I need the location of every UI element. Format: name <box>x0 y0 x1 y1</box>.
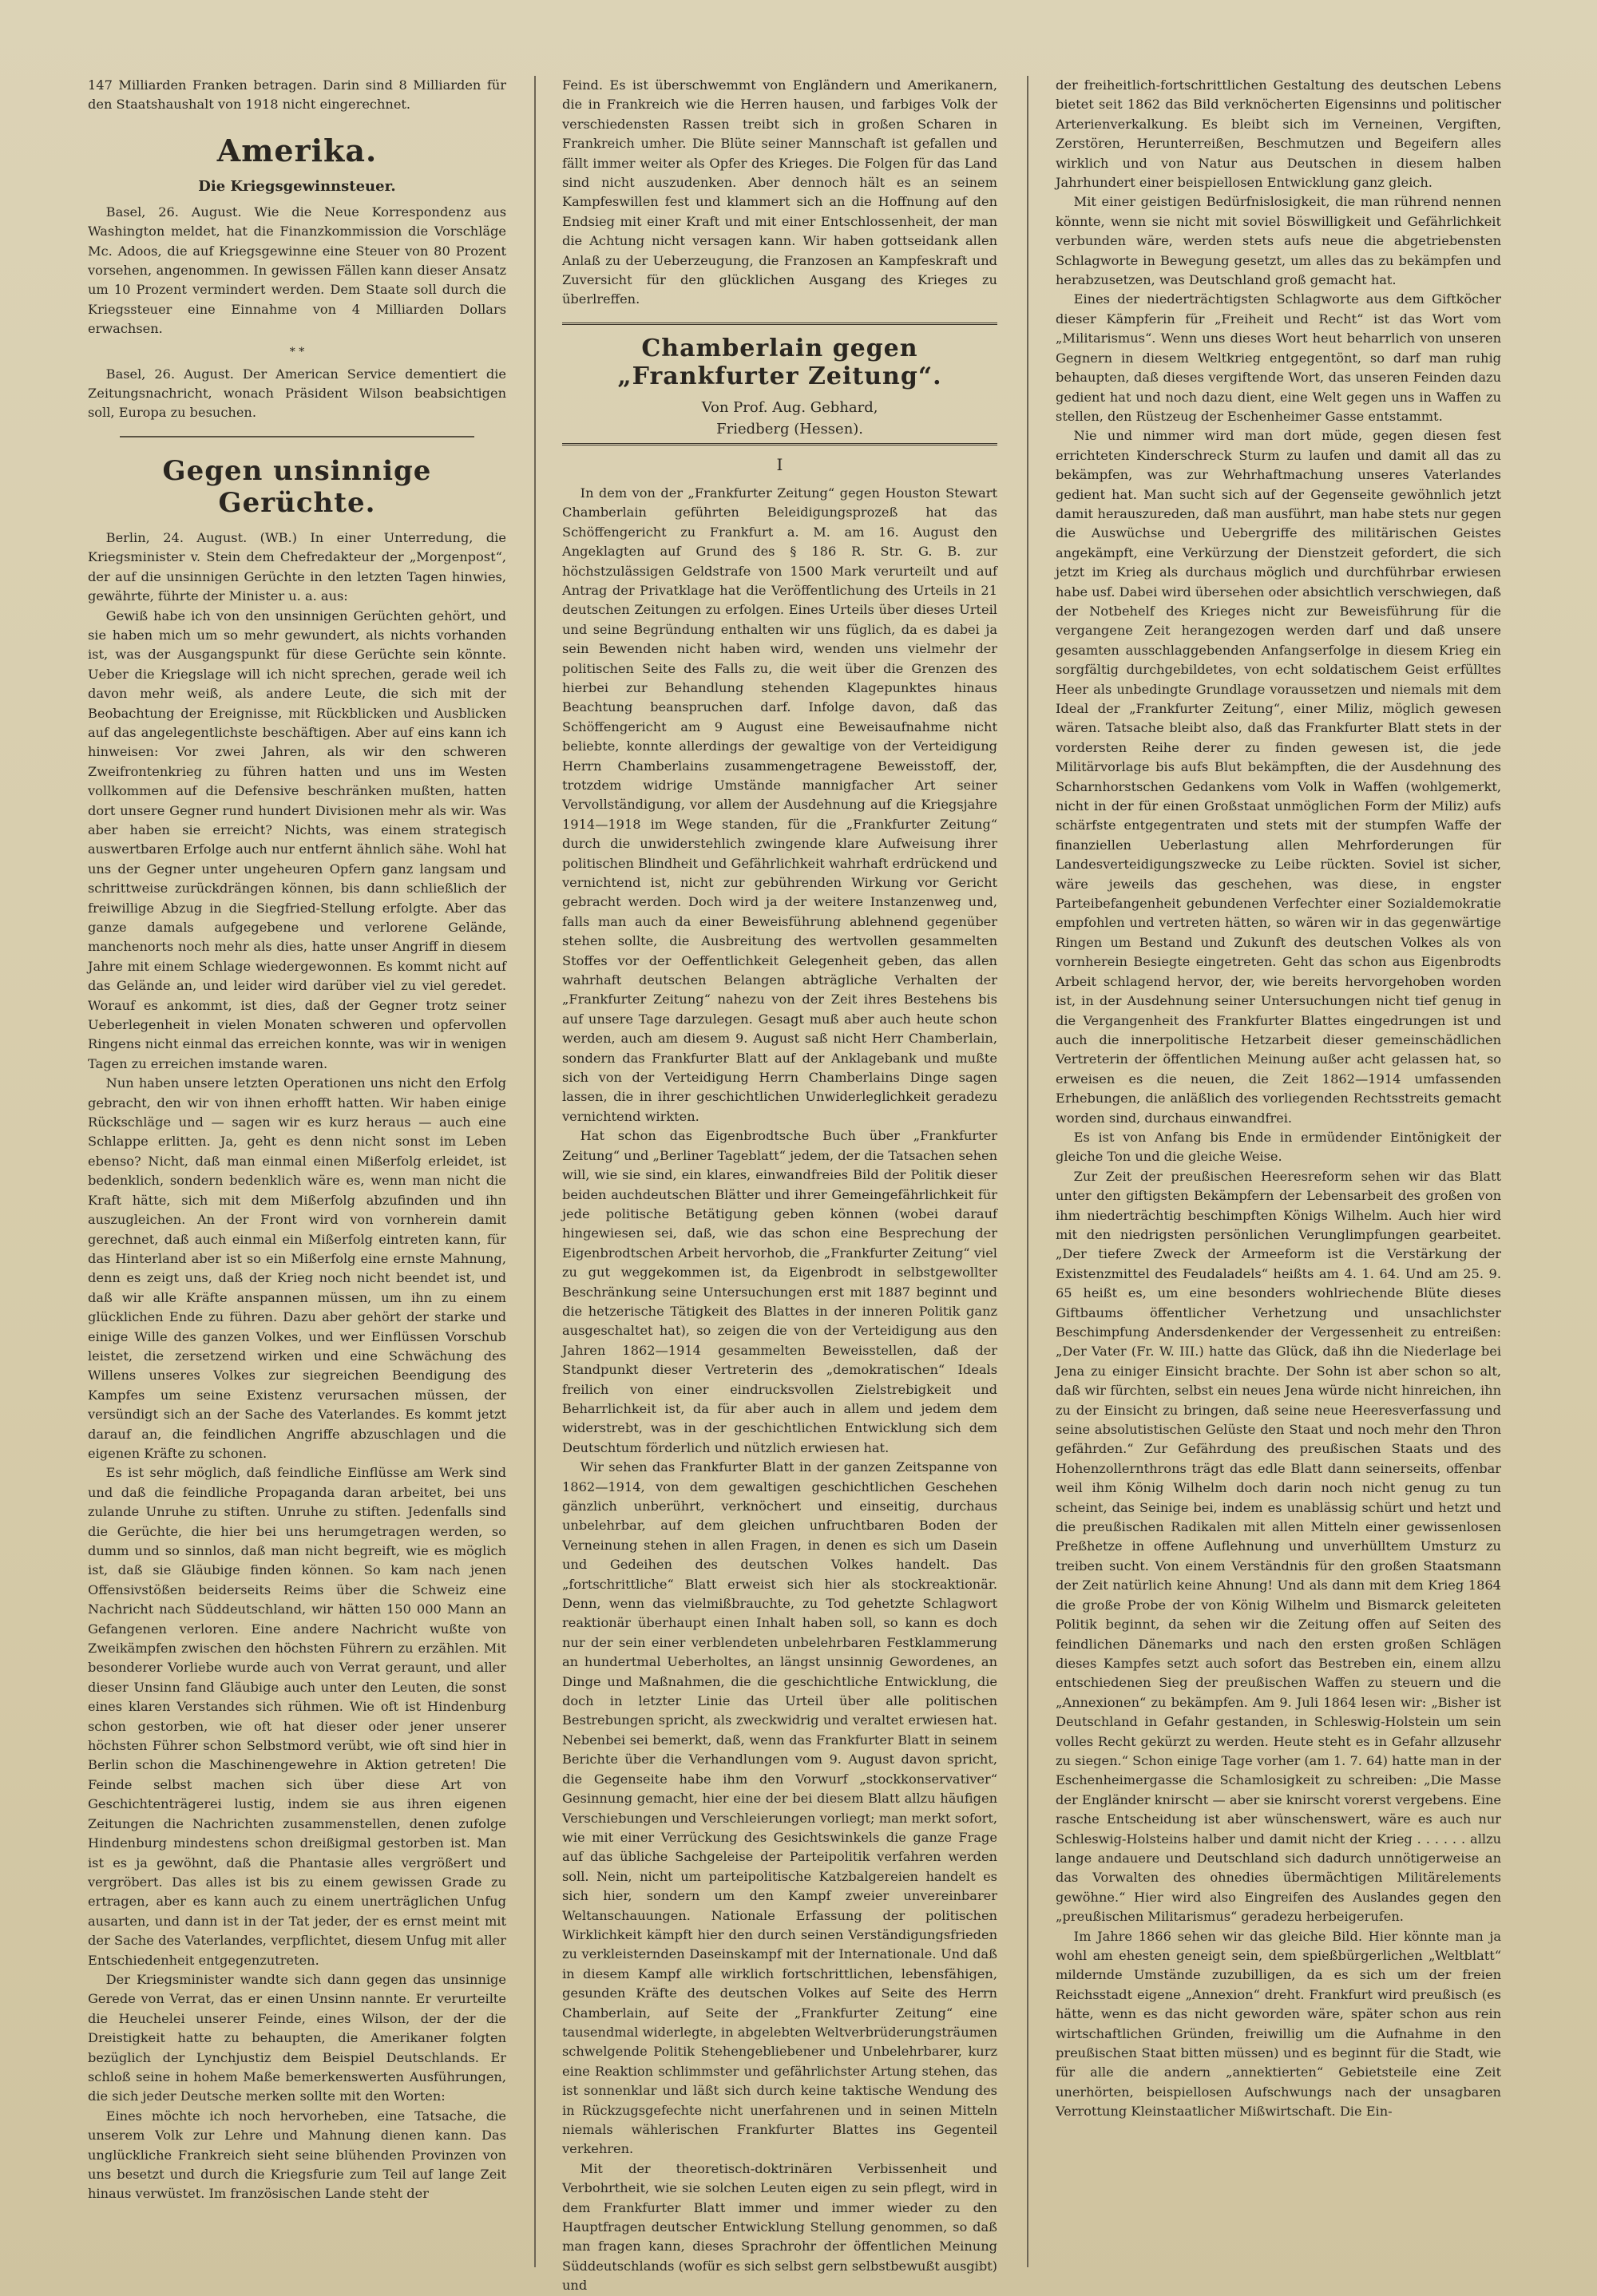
divider-line <box>120 436 474 437</box>
article-paragraph: Basel, 26. August. Der American Service dementiert die Zeitungsnachricht, wonach Präsident Wilson beabsichtigen soll, Europa zu besuchen. <box>88 366 506 421</box>
article-header-box <box>562 323 997 445</box>
article-paragraph: Im Jahre 1866 sehen wir das gleiche Bild. Hier könnte man ja wohl am ehesten geneigt sein, dem spießbürgerlichen „Weltblatt“ mildernde Umstände zuzubilligen, da es sich um der freien Reichsstadt eigene „Annexion“ dreht. Frankfurt wird preußisch (es hätte, wenn es das nicht geworden wäre, später schon aus rein wirtschaftlichen Gründen, freiwillig um die Aufnahme in den preußischen Staat bitten müssen) und es beginnt für die Stadt, wie für alle die andern „annektierten“ Gebietsteile eine Zeit unerhörten, beispiellosen Aufschwungs nach der unsagbaren Verrottung Kleinstaatlicher Mißwirtschaft. Die Ein- <box>1056 1928 1501 2120</box>
article-paragraph: Mit der theoretisch-doktrinären Verbissenheit und Verbohrtheit, wie sie solchen Leuten eigen zu sein pflegt, wird in dem Frankfurter Blatt immer und immer wieder zu den Hauptfragen deutscher Entwicklung Stellung genommen, so daß man fragen kann, dieses Sprachrohr der öffentlichen Meinung Süddeutschlands (wofür es sich selbst gern selbstbewußt ausgibt) und <box>562 2160 997 2294</box>
column-rule <box>1027 76 1028 2267</box>
article-paragraph: Der Kriegsminister wandte sich dann gegen das unsinnige Gerede von Verrat, das er einen Unsinn nannte. Er verurteilte die Heuchelei unserer Feinde, eines Wilson, der der die Dreistigkeit hatte zu behaupten, die Amerikaner folgten bezüglich der Lynchjustiz dem Beispiel Deutschlands. Er schloß seine in hohem Maße bemerkenswerten Ausführungen, die sich jeder Deutsche merken sollte mit den Worten: <box>88 1971 506 2104</box>
column-3 <box>1056 76 1501 2267</box>
article-paragraph: Es ist sehr möglich, daß feindliche Einflüsse am Werk sind und daß die feindliche Propaganda daran arbeitet, bei uns zulande Unruhe zu stiften. Unruhe zu stiften. Jedenfalls sind die Gerüchte, die hier bei uns herumgetragen werden, so dumm und so sinnlos, daß man nicht begreift, wie es möglich ist, daß sie Gläubige finden können. So kam nach jenen Offensivstößen beiderseits Reims über die Schweiz eine Nachricht nach Süddeutschland, wir hätten 150 000 Mann an Gefangenen verloren. Eine andere Nachricht wußte von Zweikämpfen zwischen den höchsten Führern zu erzählen. Mit besonderer Vorliebe wurde auch von Verrat geraunt, und aller dieser Unsinn fand Gläubige auch unter den Leuten, die sonst eines klaren Verstandes sich rühmen. Wie oft ist Hindenburg schon gestorben, wie oft hat dieser oder jener unserer höchsten Führer schon Selbstmord verübt, wie oft sind hier in Berlin schon die Maschinengewehre in Aktion getreten! Die Feinde selbst machen sich über diese Art von Geschichtenträgerei lustig, indem sie aus ihren eigenen Zeitungen die Nachrichten zusammenstellen, denen zufolge Hindenburg mindestens schon dreißigmal gestorben ist. Man ist es ja gewöhnt, daß die Phantasie alles vergrößert und vergröbert. Das alles ist bis zu einem gewissen Grade zu ertragen, aber es kann auch zu einem unerträglichen Unfug ausarten, und dann ist in der Tat jeder, der es ernst meint mit der Sache des Vaterlandes, verpflichtet, diesem Unfug mit aller Entschiedenheit entgegenzutreten. <box>88 1465 506 1968</box>
article-paragraph: der freiheitlich-fortschrittlichen Gestaltung des deutschen Lebens bietet seit 1862 das Bild verknöcherten Eigensinns und politischer Arterienverkalkung. Es bleibt sich im Verneinen, Vergiften, Zerstören, Herunterreißen, Beschmutzen und Begeifern alles wirklich und von Natur aus Deutschen in diesem halben Jahrhundert einer beispiellosen Entwicklung ganz gleich. <box>1056 77 1501 191</box>
author-location: Friedberg (Hessen). <box>716 420 864 437</box>
article-heading-chamberlain: Chamberlain gegen „Frankfurter Zeitung“. <box>617 334 942 390</box>
article-paragraph: Hat schon das Eigenbrodtsche Buch über „Frankfurter Zeitung“ und „Berliner Tageblatt“ jedem, der die Tatsachen sehen will, wie sie sind, ein klares, einwandfreies Bild der Politik dieser beiden auchdeutschen Blätter und ihrer Gemeingefährlichkeit für jede politische Betätigung geben können (wobei darauf hingewiesen sei, daß, wie das schon eine Besprechung der Eigenbrodtschen Arbeit hervorhob, die „Frankfurter Zeitung“ viel zu gut weggekommen ist, da Eigenbrodt in selbstgewollter Beschränkung seine Untersuchungen erst mit 1887 beginnt und die hetzerische Tätigkeit des Blattes in der inneren Politik ganz ausgeschaltet hat), so zeigen die von der Verteidigung aus den Jahren 1862—1914 gesammelten Beweisstellen, daß der Standpunkt dieser Vertreterin des „demokratischen“ Ideals freilich von einer eindrucksvollen Zielstrebigkeit und Beharrlichkeit ist, da für aber auch in allem und jedem dem widerstrebt, was in der geschichtlichen Entwicklung sich dem Deutschtum förderlich und nützlich erwiesen hat. <box>562 1128 997 1455</box>
article-paragraph: Zur Zeit der preußischen Heeresreform sehen wir das Blatt unter den giftigsten Bekämpfern der Lebensarbeit des großen von ihm niederträchtig beschimpften Königs Wilhelm. Auch hier wird mit den niedrigsten persönlichen Verunglimpfungen gearbeitet. „Der tiefere Zweck der Armeeform ist die Verstärkung der Existenzmittel des Feudaladels“ heißts am 4. 1. 64. Und am 25. 9. 65 heißt es, um eine besonders wohlriechende Blüte dieses Giftbaums öffentlicher Verhetzung und unsachlichster Beschimpfung Andersdenkender der Vergessenheit zu entreißen: „Der Vater (Fr. W. III.) hatte das Glück, daß ihn die Niederlage bei Jena zu einiger Einsicht brachte. Der Sohn ist aber schon so alt, daß wir fürchten, selbst ein neues Jena würde nicht hinreichen, ihn zu der Einsicht zu bringen, daß seine neue Heeresverfassung und seine absolutistischen Gelüste den Staat und noch mehr den Thron gefährden.“ Zur Gefährdung des preußischen Staats und des Hohenzollernthrons trägt das edle Blatt dann seinerseits, offenbar weil ihm König Wilhelm doch darin noch nicht genug zu tun scheint, das Seinige bei, indem es unablässig schürt und hetzt und die preußischen Radikalen mit allen Mitteln einer gewissenlosen Preßhetze in offene Auflehnung und unverhülltem Umsturz zu treiben sucht. Von einem Verständnis für den großen Staatsmann der Zeit natürlich keine Ahnung! Und als dann mit dem Krieg 1864 die große Probe der von König Wilhelm und Bismarck geleiteten Politik beginnt, da sehen wir die Zeitung offen auf Seiten des feindlichen Dänemarks und nach den ersten großen Schlägen dieses Kampfes setzt auch sofort das Bestreben ein, einem allzu entschiedenen Sieg der preußischen Waffen zu steuern und die „Annexionen“ zu bekämpfen. Am 9. Juli 1864 lesen wir: „Bisher ist Deutschland in Gefahr gestanden, in Schleswig-Holstein um sein volles Recht gekürzt zu werden. Heute steht es in Gefahr allzusehr zu siegen.“ Schon einige Tage vorher (am 1. 7. 64) hatte man in der Eschenheimergasse die Schamlosigkeit zu schreiben: „Die Masse der Engländer knirscht — aber sie knirscht vorerst vergebens. Eine rasche Entscheidung ist aber wünschenswert, wäre es auch nur Schleswig-Holsteins halber und damit nicht der Krieg . . . . . . allzu lange andauere und Deutschland sich dadurch unnötigerweise an das Vorwalten des ohnedies übermächtigen Militärelements gewöhne.“ Hier wird also Eingreifen des Auslandes gegen den „preußischen Militarismus“ geradezu herbeigerufen. <box>1056 1168 1501 1925</box>
article-paragraph: Nun haben unsere letzten Operationen uns nicht den Erfolg gebracht, den wir von ihnen erhofft hatten. Wir haben einige Rückschläge und — sagen wir es kurz heraus — auch eine Schlappe erlitten. Ja, geht es denn nicht sonst im Leben ebenso? Nicht, daß man einmal einen Mißerfolg erleidet, ist bedenklich, sondern bedenklich wäre es, wenn man nicht die Kraft hätte, sich mit dem Mißerfolg abzufinden und ihn auszugleichen. An der Front wird von vornherein damit gerechnet, daß auch einmal ein Mißerfolg eintreten kann, für das Hinterland aber ist so ein Mißerfolg eine ernste Mahnung, denn es zeigt uns, daß der Krieg noch nicht beendet ist, und daß wir alle Kräfte anspannen müssen, um ihn zu einem glücklichen Ende zu führen. Dazu aber gehört der starke und einige Wille des ganzen Volkes, und wer Einflüssen Vorschub leistet, die zersetzend wirken und eine Schwächung des Willens unseres Volkes zur siegreichen Beendigung des Kampfes um seine Existenz verursachen müssen, der versündigt sich an der Sache des Vaterlandes. Es kommt jetzt darauf an, die feindlichen Angriffe abzuschlagen und die eigenen Kräfte zu schonen. <box>88 1075 506 1461</box>
separator-stars: * * <box>289 345 305 358</box>
column-2 <box>562 76 997 2294</box>
column-rule <box>534 76 536 2267</box>
author-byline: Von Prof. Aug. Gebhard, <box>701 398 878 416</box>
intro-paragraph: 147 Milliarden Franken betragen. Darin sind 8 Milliarden für den Staatshaushalt von 1918 nicht eingerechnet. <box>88 77 506 113</box>
subheading-kriegsgewinnsteuer: Die Kriegsgewinnsteuer. <box>198 177 396 195</box>
column-1 <box>88 76 506 2267</box>
article-paragraph: Nie und nimmer wird man dort müde, gegen diesen fest errichteten Kinderschreck Sturm zu laufen und damit all das zu bekämpfen, was zur Wehrhaftmachung unseres Vaterlandes gedient hat. Man sucht sich auf der Gegenseite gewöhnlich jetzt damit herauszureden, daß man ausführt, man habe stets nur gegen die Auswüchse und Uebergriffe des militärischen Geistes angekämpft, eine Verkürzung der Dienstzeit gefordert, die sich jetzt im Krieg als durchaus möglich und durchführbar erwiesen habe usf. Dabei wird übersehen oder absichtlich verschwiegen, daß der Notbehelf des Krieges nicht zur Beweisführung für die vergangene Zeit herangezogen werden darf und daß unsere gesamten ausschlaggebenden Anfangserfolge in diesem Krieg ein sorgfältig durchgebildetes, von echt soldatischem Geist erfülltes Heer als unbedingte Grundlage voraussetzen und niemals mit dem Ideal der „Frankfurter Zeitung“, einer Miliz, möglich gewesen wären. Tatsache bleibt also, daß das Frankfurter Blatt stets in der vordersten Reihe derer zu finden gewesen ist, die jede Militärvorlage bis aufs Blut bekämpften, die der Ausdehnung des Scharnhorstschen Gedankens vom Volk in Waffen (wohlgemerkt, nicht in der für einen Großstaat unmöglichen Form der Miliz) aufs schärfste entgegentraten und stets mit der stumpfen Waffe der finanziellen Ueberlastung allen Mehrforderungen für Landesverteidigungszwecke zu Leibe rückten. Soviel ist sicher, wäre jeweils das geschehen, was diese, in engster Parteibefangenheit gebundenen Verfechter einer Sozialdemokratie empfohlen und vertreten hätten, so wären wir in das gegenwärtige Ringen um Bestand und Zukunft des deutschen Volkes als von vornherein Besiegte eingetreten. Geht das schon aus Eigenbrodts Arbeit schlagend hervor, der, wie bereits hervorgehoben worden ist, in der Ausdehnung seiner Untersuchungen nicht tief genug in die Vergangenheit des Frankfurter Blattes eingedrungen ist und auch die innerpolitische Hetzarbeit dieser gemeinschädlichen Vertreterin der öffentlichen Meinung außer acht gelassen hat, so erweisen es die neuen, die Zeit 1862—1914 umfassenden Erhebungen, die anläßlich des vorliegenden Rechtsstreits gemacht worden sind, durchaus einwandfrei. <box>1056 428 1501 1126</box>
article-paragraph: Wir sehen das Frankfurter Blatt in der ganzen Zeitspanne von 1862—1914, von dem gewaltigen geschichtlichen Geschehen gänzlich unberührt, verknöchert und einseitig, durchaus unbelehrbar, auf dem gleichen unfruchtbaren Boden der Verneinung stehen in allen Fragen, in denen es sich um Dasein und Gedeihen des deutschen Volkes handelt. Das „fortschrittliche“ Blatt erweist sich hier als stockreaktionär. Denn, wenn das vielmißbrauchte, zu Tod gehetzte Schlagwort reaktionär überhaupt einen Inhalt haben soll, so kann es doch nur der sein einer verblendeten unbelehrbaren Festklammerung an hundertmal Ueberholtes, an längst unsinnig Gewordenes, an Dinge und Maßnahmen, die die geschichtliche Entwicklung, die doch in letzter Linie das Urteil über alle politischen Bestrebungen spricht, als zweckwidrig und veraltet erwiesen hat. Nebenbei sei bemerkt, daß, wenn das Frankfurter Blatt in seinem Berichte über die Verhandlungen vom 9. August davon spricht, die Gegenseite habe ihm den Vorwurf „stockkonservativer“ Gesinnung gemacht, hier eine der bei diesem Blatt allzu häufigen Verschiebungen und Verschleierungen vorliegt; man merkt sofort, wie mit einer Verrückung des Gesichtswinkels die ganze Frage auf das übliche Sachgeleise der Parteipolitik verfahren werden soll. Nein, nicht um parteipolitische Katzbalgereien handelt es sich hier, sondern um den Kampf zweier unvereinbarer Weltanschauungen. Nationale Erfassung der politischen Wirklichkeit kämpft hier den durch seinen Verständigungsfrieden zu verkleisternden Daseinskampf mit der Internationale. Und daß in diesem Kampf alle wirklich fortschrittlichen, lebensfähigen, gesunden Kräfte des deutschen Volkes auf Seite des Herrn Chamberlain, auf Seite der „Frankfurter Zeitung“ eine tausendmal widerlegte, in abgelebten Weltverbrüderungsträumen schwelgende Politik Stehengebliebener und Unbelehrbarer, kurz eine Reaktion schlimmster und gefährlichster Artung stehen, das ist sonnenklar und läßt sich durch keine taktische Wendung des in Rückzugsgefechte nicht unerfahrenen und in seinen Mitteln niemals wählerischen Frankfurter Blattes ins Gegenteil verkehren. <box>562 1459 997 2157</box>
article-paragraph: Berlin, 24. August. (WB.) In einer Unterredung, die Kriegsminister v. Stein dem Chefredakteur der „Morgenpost“, der auf die unsinnigen Gerüchte in den letzten Tagen hinwies, gewährte, führte der Minister u. a. aus: <box>88 529 506 604</box>
article-paragraph: Es ist von Anfang bis Ende in ermüdender Eintönigkeit der gleiche Ton und die gleiche Weise. <box>1056 1129 1501 1165</box>
article-paragraph: Gewiß habe ich von den unsinnigen Gerüchten gehört, und sie haben mich um so mehr gewundert, als nichts vorhanden ist, was der Ausgangspunkt für diese Gerüchte sein könnte. Ueber die Kriegslage will ich nicht sprechen, gerade weil ich davon mehr weiß, als andere Leute, die sich mit der Beobachtung der Ereignisse, mit Rückblicken und Ausblicken auf das angelegentlichste beschäftigen. Aber auf eins kann ich hinweisen: Vor zwei Jahren, als wir den schweren Zweifrontenkrieg zu führen hatten und uns im Westen vollkommen auf die Defensive beschränken mußten, hatten dort unsere Gegner rund hundert Divisionen mehr als wir. Was aber haben sie erreicht? Nichts, was einem strategisch auswertbaren Erfolge auch nur entfernt ähnlich sähe. Wohl hat uns der Gegner unter ungeheuren Opfern ganz langsam und schrittweise zurückdrängen können, bis dann schließlich der freiwillige Abzug in die Siegfried-Stellung erfolgte. Aber das ganze damals aufgegebene und verlorene Gelände, manchenorts noch mehr als dies, hatte unser Angriff in diesem Jahre mit einem Schlage wiedergewonnen. Es kommt nicht auf das Gelände an, und leider wird darüber viel zu viel geredet. Worauf es ankommt, ist dies, daß der Gegner trotz seiner Ueberlegenheit in vielen Monaten schweren und opfervollen Ringens nicht einmal das erreichen konnte, was wir in wenigen Tagen zu erreichen imstande waren. <box>88 608 506 1071</box>
article-heading-geruechte: Gegen unsinnige Gerüchte. <box>162 454 432 519</box>
section-number: I <box>776 454 783 474</box>
article-paragraph: Eines der niederträchtigsten Schlagworte aus dem Giftköcher dieser Kämpferin für „Freiheit und Recht“ ist das Wort vom „Militarismus“. Wenn uns dieses Wort heut beharrlich von unseren Gegnern in diesem Weltkrieg entgegentönt, so darf man ruhig behaupten, daß dieses vergiftende Wort, das unseren Feinden dazu gedient hat und noch dazu dient, eine Welt gegen uns in Waffen zu stellen, den Rüstzeug der Eschenheimer Gasse entstammt. <box>1056 291 1501 424</box>
section-heading-amerika: Amerika. <box>216 132 378 168</box>
article-paragraph: Eines möchte ich noch hervorheben, eine Tatsache, die unserem Volk zur Lehre und Mahnung dienen kann. Das unglückliche Frankreich sieht seine blühenden Provinzen von uns besetzt und durch die Kriegsfurie zum Teil auf lange Zeit hinaus verwüstet. Im französischen Lande steht der <box>88 2108 506 2202</box>
article-paragraph: In dem von der „Frankfurter Zeitung“ gegen Houston Stewart Chamberlain geführten Beleidigungsprozeß hat das Schöffengericht zu Frankfurt a. M. am 16. August den Angeklagten auf Grund des § 186 R. Str. G. B. zur höchstzulässigen Geldstrafe von 1500 Mark verurteilt und auf Antrag der Privatklage hat die Veröffentlichung des Urteils in 21 deutschen Zeitungen zu erfolgen. Eines Urteils über dieses Urteil und seine Begründung enthalten wir uns füglich, da es dabei ja sein Bewenden nicht haben wird, wenden uns vielmehr der politischen Seite des Falls zu, die weit über die Grenzen des hierbei zur Behandlung stehenden Klagepunktes hinaus Beachtung beanspruchen darf. Infolge davon, daß das Schöffengericht am 9 August eine Beweisaufnahme nicht beliebte, konnte allerdings der gewaltige von der Verteidigung Herrn Chamberlains zusammengetragene Beweisstoff, der, trotzdem widrige Umstände mannigfacher Art seiner Vervollständigung, vor allem der Ausdehnung auf die Kriegsjahre 1914—1918 im Wege standen, für die „Frankfurter Zeitung“ durch die unwiderstehlich zwingende klare Aufweisung ihrer politischen Blindheit und Gefährlichkeit wahrhaft erdrückend und vernichtend ist, nicht zur gebührenden Wirkung vor Gericht gebracht werden. Doch wird ja der weitere Instanzenweg und, falls man auch da einer Beweisführung ablehnend gegenüber stehen sollte, die Ausbreitung des wertvollen gesammelten Stoffes vor der Oeffentlichkeit Gelegenheit geben, das allen wahrhaft deutschen Belangen abträgliche Verhalten der „Frankfurter Zeitung“ nahezu von der Zeit ihres Bestehens bis auf unsere Tage darzulegen. Gesagt muß aber auch heute schon werden, auch am diesem 9. August saß nicht Herr Chamberlain, sondern das Frankfurter Blatt auf der Anklagebank und mußte sich von der Verteidigung Herrn Chamberlains Dinge sagen lassen, die in ihrer geschichtlichen Unwiderleglichkeit geradezu vernichtend wirkten. <box>562 485 997 1124</box>
article-paragraph: Basel, 26. August. Wie die Neue Korrespondenz aus Washington meldet, hat die Finanzkommission die Vorschläge Mc. Adoos, die auf Kriegsgewinne eine Steuer von 80 Prozent vorsehen, angenommen. In gewissen Fällen kann dieser Ansatz um 10 Prozent vermindert werden. Dem Staate soll durch die Kriegssteuer eine Einnahme von 4 Milliarden Dollars erwachsen. <box>88 204 506 337</box>
article-paragraph: Mit einer geistigen Bedürfnislosigkeit, die man rührend nennen könnte, wenn sie nicht mit soviel Böswilligkeit und Gefährlichkeit verbunden wäre, werden stets aufs neue die abgetriebensten Schlagworte in Bewegung gesetzt, um alles das zu bekämpfen und herabzusetzen, was Deutschland groß gemacht hat. <box>1056 194 1501 288</box>
article-paragraph: Feind. Es ist überschwemmt von Engländern und Amerikanern, die in Frankreich wie die Herren hausen, und farbiges Volk der verschiedensten Rassen treibt sich in großen Scharen in Frankreich umher. Die Blüte seiner Mannschaft ist gefallen und fällt immer weiter als Opfer des Krieges. Die Folgen für das Land sind nicht auszudenken. Aber dennoch hält es an seinem Kampfeswillen fest und klammert sich an die Hoffnung auf den Endsieg mit einer Kraft und mit einer Entschlossenheit, der man die Achtung nicht versagen kann. Wir haben gottseidank allen Anlaß zu der Ueberzeugung, die Franzosen an Kampfeskraft und Zuversicht für den glücklichen Ausgang des Krieges zu überlreffen. <box>562 77 997 307</box>
